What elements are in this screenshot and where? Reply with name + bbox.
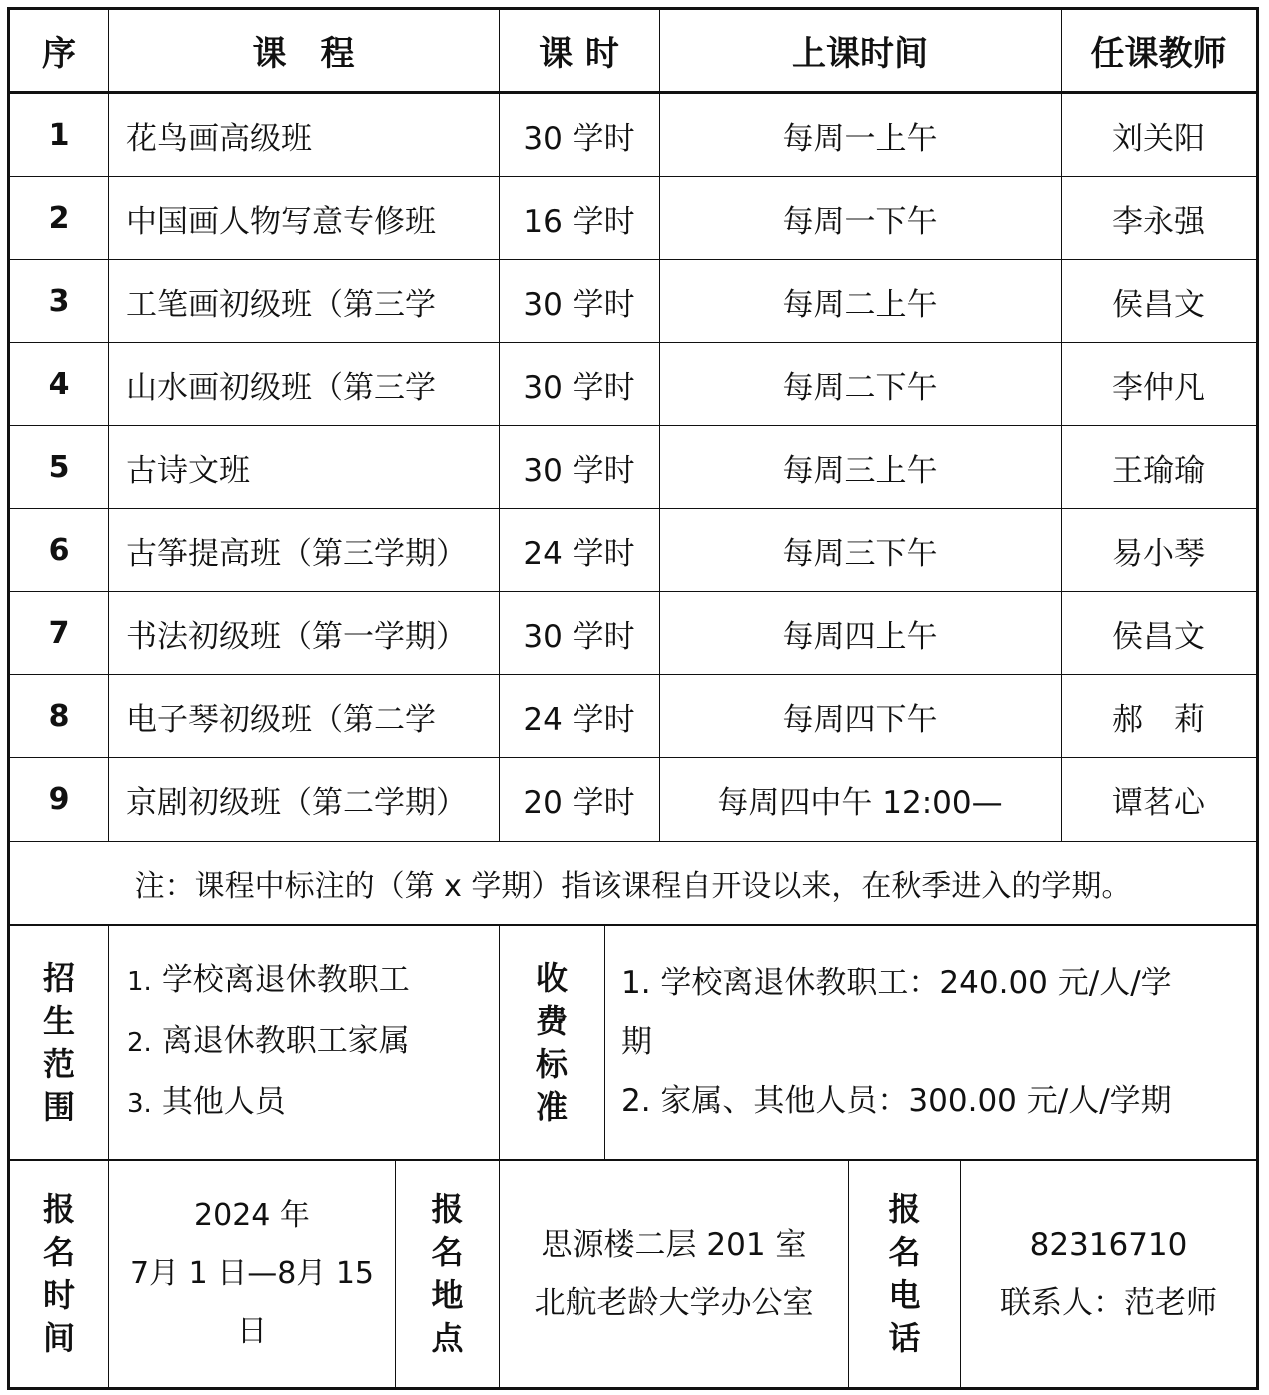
phone-line: 联系人：范老师	[1000, 1285, 1217, 1321]
row-hours-value: 20 学时	[523, 785, 635, 821]
row-teacher-name: 谭茗心	[1112, 785, 1205, 821]
row-teacher	[1061, 758, 1256, 841]
row-seq-value: 3	[48, 283, 70, 319]
label-char: 电	[888, 1276, 921, 1314]
phone-line: 82316710	[1029, 1227, 1188, 1263]
row-seq-value: 6	[48, 532, 70, 568]
header-seq-label: 序	[42, 34, 76, 74]
label-char: 名	[431, 1233, 464, 1271]
label-char: 报	[888, 1190, 921, 1228]
row-seq	[10, 509, 108, 591]
row-time	[659, 509, 1061, 591]
note-text: 注：课程中标注的（第 x 学期）指该课程自开设以来，在秋季进入的学期。	[134, 869, 1132, 904]
row-time-value: 每周三下午	[782, 535, 938, 572]
row-hours-value: 16 学时	[523, 203, 635, 240]
header-teacher	[1061, 10, 1256, 91]
row-course-name: 中国画人物写意专修班	[126, 203, 436, 240]
label-char: 名	[42, 1233, 75, 1271]
row-course-name: 京剧初级班（第二学期）	[126, 785, 467, 821]
label-char: 生	[42, 1001, 75, 1040]
row-course	[108, 94, 499, 176]
label-char: 标	[535, 1044, 568, 1083]
row-hours-value: 24 学时	[523, 701, 635, 738]
course-schedule-table	[7, 7, 1259, 1390]
fee-line	[621, 1013, 652, 1072]
row-teacher	[1061, 509, 1256, 591]
row-hours-value: 30 学时	[523, 452, 635, 489]
row-course-name: 电子琴初级班（第二学	[126, 701, 436, 738]
row-course-name: 古诗文班	[126, 452, 250, 489]
row-time-value: 每周二上午	[782, 286, 938, 323]
row-hours-value: 30 学时	[523, 618, 635, 655]
place-line: 北航老龄大学办公室	[534, 1285, 814, 1321]
list-item	[127, 1012, 410, 1073]
label-char: 范	[42, 1044, 75, 1083]
fee-line	[621, 1072, 1172, 1131]
row-hours	[499, 177, 659, 259]
fees-label	[500, 926, 604, 1159]
row-time	[659, 675, 1061, 757]
list-item-number: 3.	[127, 1089, 152, 1119]
row-course-name: 古筝提高班（第三学期）	[126, 535, 467, 572]
row-hours	[499, 509, 659, 591]
row-hours	[499, 758, 659, 841]
note-row	[10, 842, 1256, 924]
row-seq-value: 7	[48, 615, 70, 651]
row-seq	[10, 343, 108, 425]
header-time-label: 上课时间	[792, 34, 928, 74]
row-teacher	[1061, 260, 1256, 342]
list-item-text: 其他人员	[161, 1084, 286, 1120]
registration-place-value	[500, 1161, 848, 1387]
header-time	[659, 10, 1061, 91]
row-course	[108, 343, 499, 425]
row-teacher-name: 易小琴	[1112, 535, 1205, 572]
header-seq	[10, 10, 108, 91]
label-char: 名	[888, 1233, 921, 1271]
label-char: 费	[535, 1001, 568, 1040]
list-item	[127, 1073, 286, 1134]
fee-line-text: 期	[621, 1024, 652, 1060]
label-char: 围	[42, 1087, 75, 1126]
list-item	[127, 951, 410, 1012]
row-teacher-name: 王瑜瑜	[1112, 452, 1205, 489]
row-teacher	[1061, 343, 1256, 425]
place-line: 思源楼二层 201 室	[541, 1227, 807, 1263]
row-seq	[10, 675, 108, 757]
row-seq	[10, 260, 108, 342]
registration-time-value	[109, 1161, 395, 1387]
label-char: 招	[42, 958, 75, 997]
row-teacher	[1061, 592, 1256, 674]
row-teacher	[1061, 675, 1256, 757]
row-teacher-name: 李永强	[1112, 203, 1205, 240]
row-seq-value: 9	[48, 782, 70, 817]
row-teacher-name: 侯昌文	[1112, 286, 1205, 323]
row-time	[659, 260, 1061, 342]
enrollment-label	[10, 926, 108, 1159]
row-time	[659, 177, 1061, 259]
row-time-value: 每周二下午	[782, 369, 938, 406]
fee-line-text: 1. 学校离退休教职工：240.00 元/人/学	[621, 965, 1172, 1001]
row-hours-value: 30 学时	[523, 286, 635, 323]
row-teacher-name: 李仲凡	[1112, 369, 1205, 406]
row-seq	[10, 94, 108, 176]
row-course	[108, 509, 499, 591]
row-teacher	[1061, 94, 1256, 176]
label-char: 间	[42, 1319, 75, 1357]
row-time-value: 每周四中午 12:00—	[717, 785, 1003, 821]
row-time	[659, 758, 1061, 841]
row-course	[108, 177, 499, 259]
row-seq	[10, 177, 108, 259]
time-line: 7月 1 日—8月 15	[129, 1256, 375, 1291]
row-hours	[499, 426, 659, 508]
row-seq-value: 4	[48, 366, 70, 402]
registration-time-label	[10, 1161, 108, 1387]
list-item-number: 2.	[127, 1028, 152, 1058]
row-time	[659, 94, 1061, 176]
row-course-name: 书法初级班（第一学期）	[126, 618, 467, 655]
row-time	[659, 592, 1061, 674]
row-hours-value: 24 学时	[523, 535, 635, 572]
row-time-value: 每周四上午	[782, 618, 938, 655]
row-time-value: 每周三上午	[782, 452, 938, 489]
row-hours-value: 30 学时	[523, 120, 635, 157]
fees-list	[605, 926, 1256, 1159]
row-time-value: 每周四下午	[782, 701, 938, 738]
fee-line	[621, 954, 1172, 1013]
row-course	[108, 758, 499, 841]
row-time-value: 每周一下午	[782, 203, 938, 240]
row-seq	[10, 426, 108, 508]
row-course-name: 工笔画初级班（第三学	[126, 286, 436, 323]
row-hours-value: 30 学时	[523, 369, 635, 406]
row-course	[108, 675, 499, 757]
label-char: 点	[431, 1319, 464, 1357]
list-item-text: 学校离退休教职工	[161, 962, 410, 998]
list-item-text: 离退休教职工家属	[161, 1023, 410, 1059]
row-course	[108, 592, 499, 674]
label-char: 报	[431, 1190, 464, 1228]
registration-phone-value	[961, 1161, 1256, 1387]
row-hours	[499, 343, 659, 425]
row-time	[659, 426, 1061, 508]
row-course-name: 花鸟画高级班	[126, 120, 312, 157]
row-course	[108, 426, 499, 508]
fee-line-text: 2. 家属、其他人员：300.00 元/人/学期	[621, 1083, 1172, 1119]
row-seq-value: 8	[48, 698, 70, 734]
row-seq-value: 2	[48, 200, 70, 236]
header-course	[108, 10, 499, 91]
row-teacher-name: 侯昌文	[1112, 618, 1205, 655]
row-course	[108, 260, 499, 342]
label-char: 时	[42, 1276, 75, 1314]
row-hours	[499, 260, 659, 342]
label-char: 地	[431, 1276, 464, 1314]
row-seq	[10, 758, 108, 841]
label-char: 报	[42, 1190, 75, 1228]
time-line: 2024 年	[194, 1198, 310, 1233]
label-char: 收	[535, 958, 568, 997]
header-teacher-label: 任课教师	[1090, 34, 1227, 74]
label-char: 准	[535, 1087, 568, 1126]
row-seq-value: 5	[48, 449, 70, 485]
row-time-value: 每周一上午	[782, 120, 938, 157]
enrollment-list	[109, 926, 499, 1159]
registration-place-label	[396, 1161, 499, 1387]
row-hours	[499, 592, 659, 674]
label-char: 话	[888, 1319, 921, 1357]
header-hours-label: 课 时	[539, 34, 619, 74]
row-course-name: 山水画初级班（第三学	[126, 369, 436, 406]
row-teacher-name: 刘关阳	[1112, 120, 1205, 157]
row-seq-value: 1	[48, 117, 70, 153]
row-teacher	[1061, 426, 1256, 508]
row-teacher-name: 郝 莉	[1112, 701, 1205, 738]
registration-phone-label	[849, 1161, 960, 1387]
row-hours	[499, 94, 659, 176]
row-time	[659, 343, 1061, 425]
row-seq	[10, 592, 108, 674]
time-line: 日	[237, 1314, 267, 1349]
header-course-label: 课 程	[252, 34, 355, 74]
row-teacher	[1061, 177, 1256, 259]
row-hours	[499, 675, 659, 757]
header-hours	[499, 10, 659, 91]
list-item-number: 1.	[127, 967, 152, 997]
